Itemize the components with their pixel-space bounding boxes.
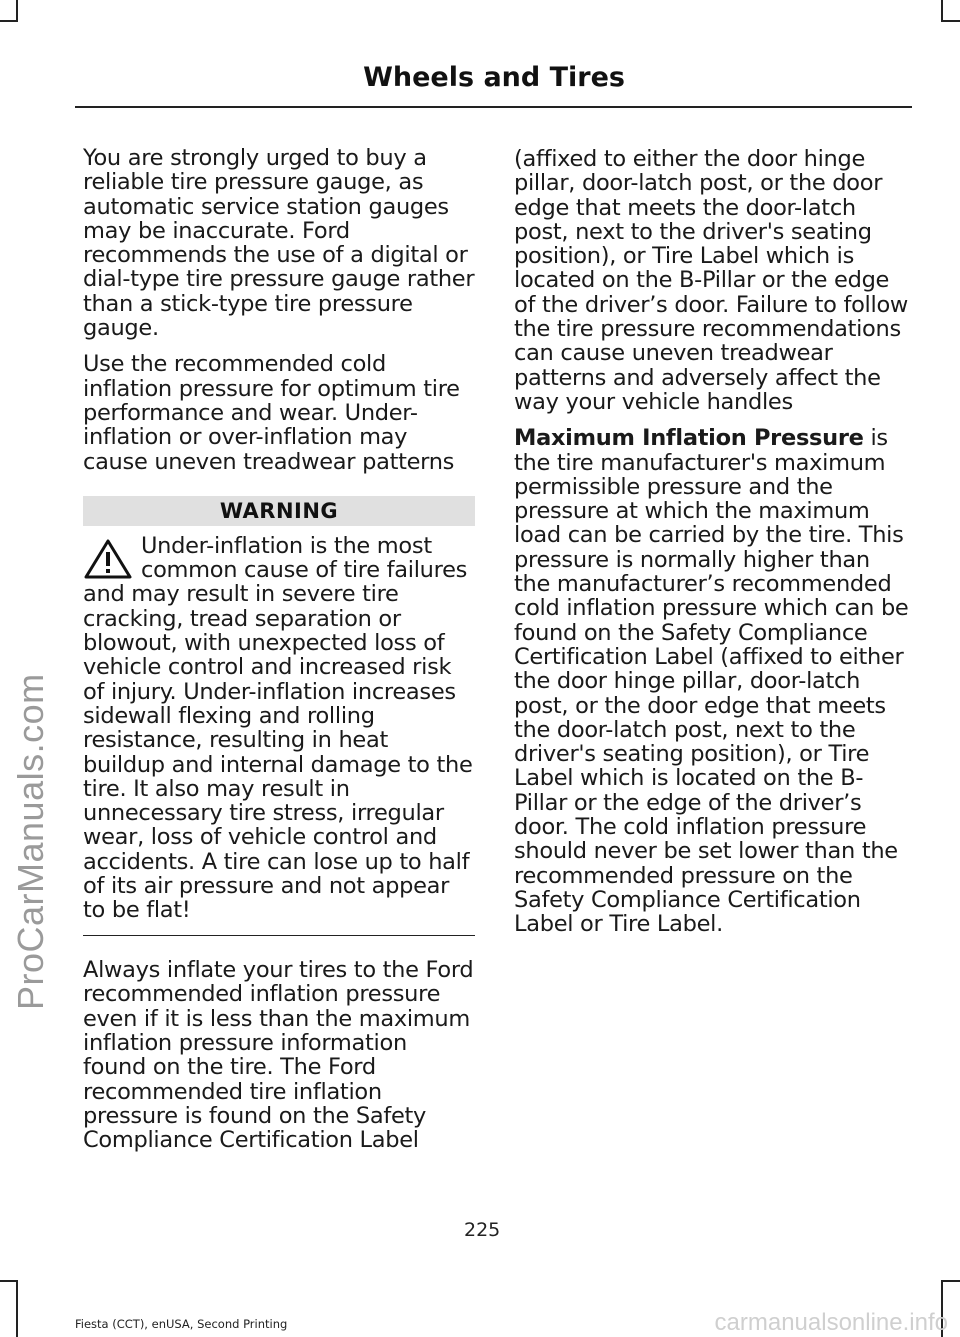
- footer-edition: Fiesta (CCT), enUSA, Second Printing: [75, 1317, 288, 1331]
- warning-divider: [83, 935, 475, 937]
- page-number: 225: [464, 1219, 501, 1241]
- crop-mark: [0, 20, 18, 22]
- crop-mark: [941, 20, 960, 22]
- right-column: [514, 147, 910, 949]
- page-title: Wheels and Tires: [363, 62, 625, 93]
- watermark-carmanualsonline: carmanualsonline.info: [714, 1309, 948, 1336]
- warning-box: [83, 534, 475, 923]
- paragraph-cold-inflation: Use the recommended cold inflation pressure for optimum tire performance and wear. Under-inflation or over-inflation may cause uneven treadwear patterns: [83, 351, 460, 475]
- crop-mark: [941, 0, 943, 22]
- crop-mark: [16, 1280, 18, 1337]
- paragraph-affixed: (affixed to either the door hinge pillar, door-latch post, or the door edge that meets the door-latch post, next to the driver's seating position), or Tire Label which is located on the B-Pillar or the edge of the driver’s door. Failure to follow the tire pressure recommendations can cause uneven treadwear patterns and adversely affect the way your vehicle handles: [514, 146, 909, 415]
- left-column: [83, 146, 475, 1164]
- watermark-procarmanuals: ProCarManuals.com: [10, 673, 51, 1010]
- paragraph-max-inflation: [514, 426, 910, 936]
- max-inflation-description: is the tire manufacturer's maximum permissible pressure and the pressure at which the maximum load can be carried by the tire. This pressure is normally higher than the manufacturer’s recommended cold inflation pressure which can be found on the Safety Compliance Certification Label (affixed to either the door hinge pillar, door-latch post, or the door edge that meets the door-latch post, next to the driver's seating position), or Tire Label which is located on the B-Pillar or the edge of the driver’s door. The cold inflation pressure should never be set lower than the recommended pressure on the Safety Compliance Certification Label or Tire Label.: [514, 425, 909, 938]
- warning-header: [83, 496, 475, 526]
- crop-mark: [0, 1280, 18, 1282]
- paragraph-always-inflate: Always inflate your tires to the Ford recommended inflation pressure even if it is less than the maximum inflation pressure information found on the tire. The Ford recommended tire inflation pressure is found on the Safety Compliance Certification Label: [83, 957, 474, 1154]
- warning-triangle-icon: [83, 538, 133, 580]
- term-maximum-inflation-pressure: Maximum Inflation Pressure: [514, 425, 864, 452]
- header-divider: [75, 106, 912, 108]
- warning-label: WARNING: [219, 498, 339, 523]
- warning-text: Under-inflation is the most common cause of tire failures and may result in severe tire cracking, tread separation or blowout, with unexpected loss of vehicle control and increased risk of injury. Under-inflation increases sidewall flexing and rolling resistance, resulting in heat buildup and internal damage to the tire. It also may result in unnecessary tire stress, irregular wear, loss of vehicle control and accidents. A tire can lose up to half of its air pressure and not appear to be flat!: [83, 532, 473, 924]
- crop-mark: [941, 1280, 960, 1282]
- crop-mark: [16, 0, 18, 22]
- paragraph-gauge: You are strongly urged to buy a reliable tire pressure gauge, as automatic service station gauges may be inaccurate. Ford recommends the use of a digital or dial-type tire pressure gauge rather than a stick-type tire pressure gauge.: [83, 145, 475, 342]
